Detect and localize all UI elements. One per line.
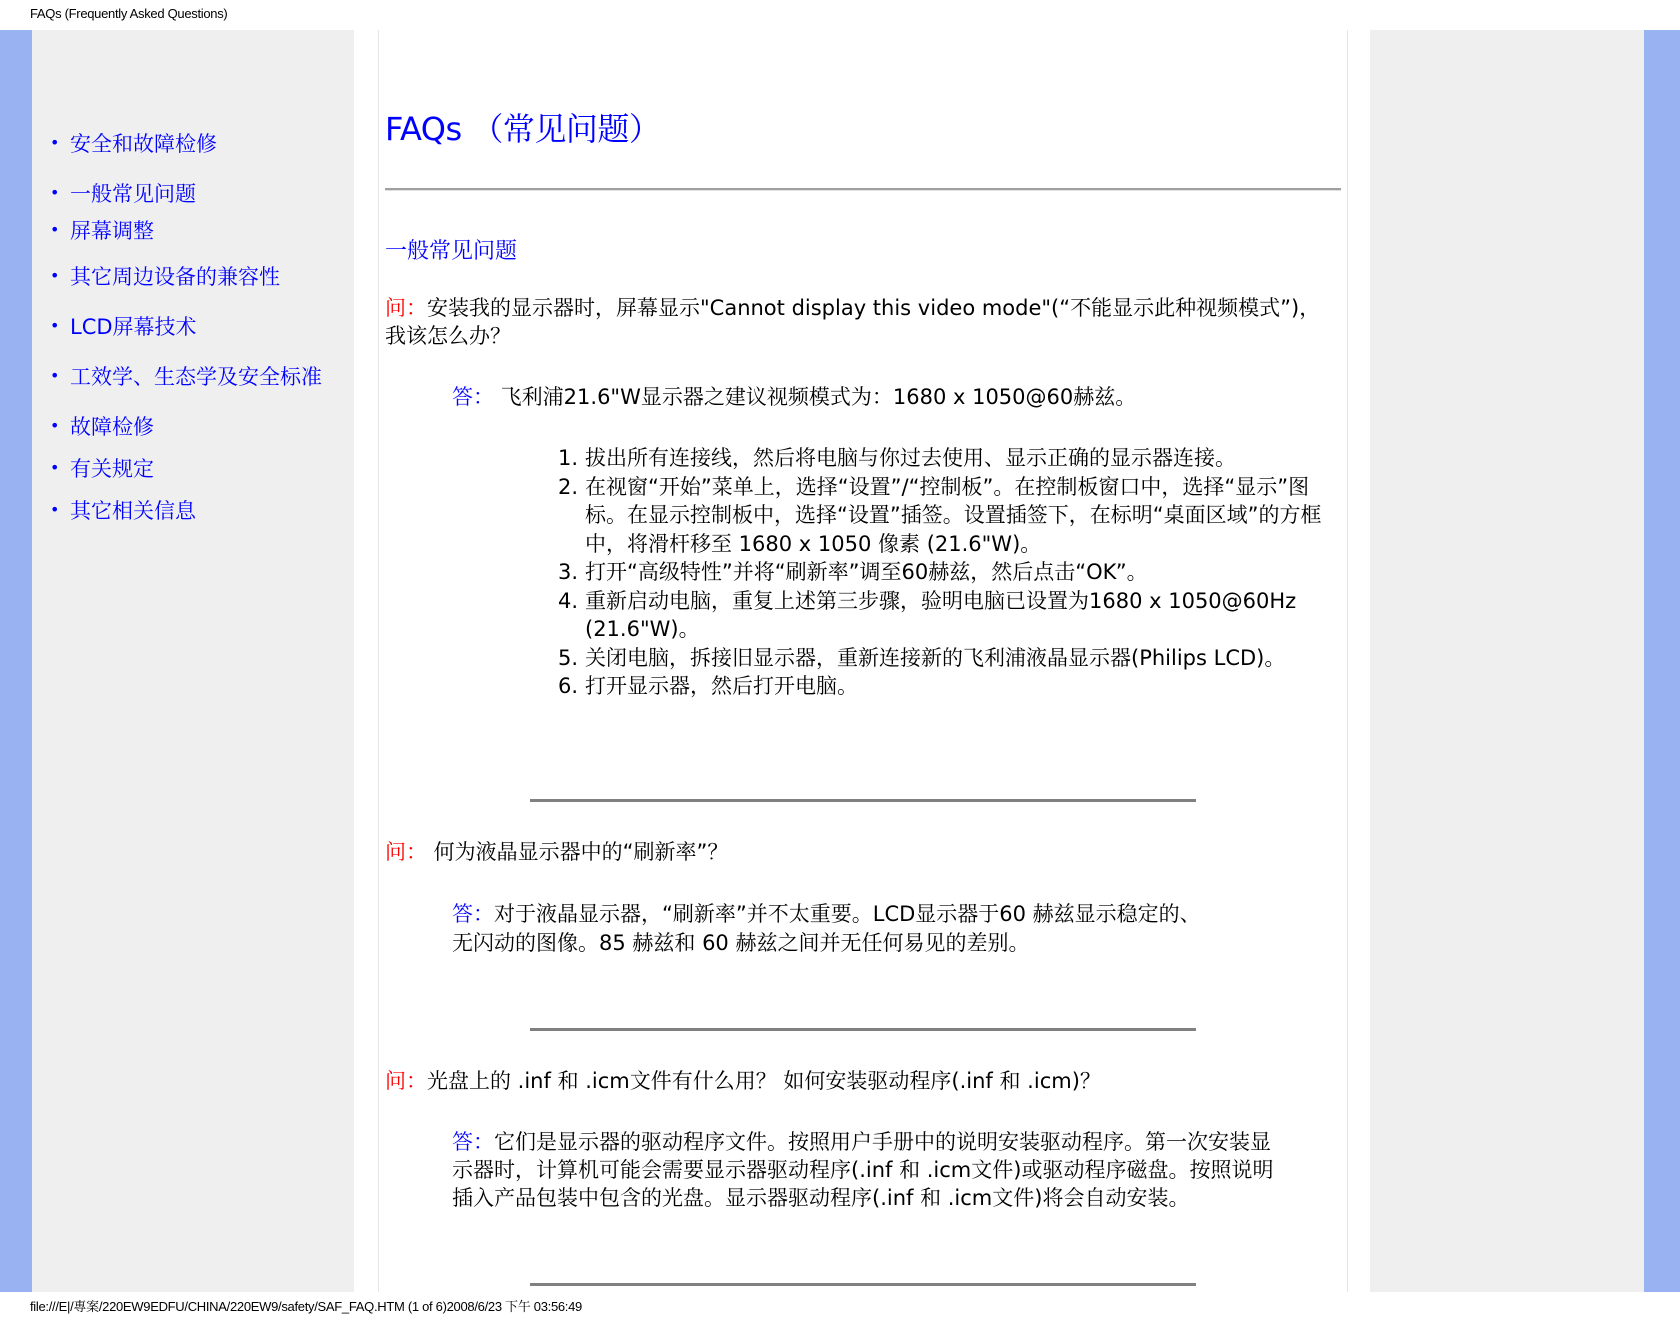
question-text: 安装我的显示器时，屏幕显示"Cannot display this video mode"(“不能显示此种视频模式”)，我该怎么办？ <box>385 296 1321 348</box>
step-number: 5. <box>558 645 579 670</box>
step-text: 打开显示器，然后打开电脑。 <box>585 674 858 698</box>
sidebar-link[interactable]: 屏幕调整 <box>70 219 154 243</box>
section-title: 一般常见问题 <box>385 239 518 264</box>
step-text: 关闭电脑，拆接旧显示器，重新连接新的飞利浦液晶显示器(Philips LCD)。 <box>585 645 1286 670</box>
step-item <box>558 587 1338 644</box>
answer-text: 它们是显示器的驱动程序文件。按照用户手册中的说明安装驱动程序。第一次安装显示器时，计算机可能会需要显示器驱动程序(.inf 和 .icm文件)或驱动程序磁盘。按照说明插入产品包装中包含的光盘。显示器驱动程序(.inf 和 .icm文件)将会自动安装。 <box>452 1130 1274 1210</box>
step-item <box>558 444 1338 473</box>
faq-divider <box>530 1028 1196 1031</box>
sidebar-link[interactable]: 有关规定 <box>70 457 154 481</box>
faq-answer-1 <box>452 383 1332 412</box>
faq-answer-3 <box>452 1128 1282 1212</box>
step-number: 1. <box>558 446 579 470</box>
sidebar-item-screen-adjust[interactable] <box>50 215 154 245</box>
left-blue-band <box>0 30 32 1292</box>
sidebar-item-safety[interactable] <box>50 128 217 158</box>
step-item <box>558 558 1338 587</box>
sidebar-link[interactable]: 故障检修 <box>70 415 154 439</box>
steps-list <box>558 444 1338 701</box>
answer-label: 答： <box>452 385 494 409</box>
faq-question-3 <box>385 1067 1340 1095</box>
bullet-icon: • <box>50 366 60 385</box>
step-text: 拔出所有连接线，然后将电脑与你过去使用、显示正确的显示器连接。 <box>585 446 1236 470</box>
faq-answer-2 <box>452 900 1272 958</box>
print-header: FAQs (Frequently Asked Questions) <box>30 6 228 21</box>
faq-divider <box>530 1283 1196 1286</box>
sidebar-item-general-faq[interactable] <box>50 178 196 208</box>
faq-question-1 <box>385 294 1340 350</box>
sidebar-item-ergonomics[interactable] <box>50 361 322 391</box>
step-number: 2. <box>558 474 579 499</box>
title-divider <box>385 188 1341 191</box>
step-text: 打开“高级特性”并将“刷新率”调至60赫兹，然后点击“OK”。 <box>585 560 1148 584</box>
sidebar-item-compatibility[interactable] <box>50 261 280 291</box>
question-label: 问： <box>385 840 427 864</box>
step-number: 4. <box>558 588 579 613</box>
sidebar-link[interactable]: 其它相关信息 <box>70 499 196 523</box>
sidebar-item-regulations[interactable] <box>50 453 154 483</box>
sidebar-link[interactable]: 工效学、生态学及安全标准 <box>70 365 322 389</box>
sidebar-link[interactable]: 安全和故障检修 <box>70 132 217 156</box>
answer-line <box>452 900 1272 929</box>
question-text: 光盘上的 .inf 和 .icm文件有什么用？ 如何安装驱动程序(.inf 和 .icm)？ <box>427 1069 1101 1093</box>
bullet-icon: • <box>50 500 60 519</box>
bullet-icon: • <box>50 183 60 202</box>
answer-label: 答： <box>452 902 494 926</box>
page-title: FAQs （常见问题） <box>385 110 661 148</box>
bullet-icon: • <box>50 458 60 477</box>
question-text: 何为液晶显示器中的“刷新率”？ <box>427 840 729 864</box>
step-number: 3. <box>558 560 579 584</box>
step-number: 6. <box>558 674 579 698</box>
sidebar-item-troubleshooting[interactable] <box>50 411 154 441</box>
sidebar-link[interactable]: 一般常见问题 <box>70 182 196 206</box>
bullet-icon: • <box>50 133 60 152</box>
faq-question-2 <box>385 838 1340 866</box>
sidebar-item-other-info[interactable] <box>50 495 196 525</box>
step-text: 重新启动电脑，重复上述第三步骤，验明电脑已设置为1680 x 1050@60Hz (21.6"W)。 <box>585 588 1297 641</box>
sidebar-link[interactable]: 其它周边设备的兼容性 <box>70 265 280 289</box>
step-item <box>558 473 1338 559</box>
answer-label: 答： <box>452 1130 494 1154</box>
print-footer: file:///E|/專案/220EW9EDFU/CHINA/220EW9/safety/SAF_FAQ.HTM (1 of 6)2008/6/23 下午 03:56:49 <box>30 1299 582 1314</box>
question-label: 问： <box>385 1069 427 1093</box>
right-blue-band <box>1644 30 1680 1292</box>
bullet-icon: • <box>50 316 60 335</box>
right-grey-panel <box>1370 30 1644 1292</box>
bullet-icon: • <box>50 266 60 285</box>
bullet-icon: • <box>50 416 60 435</box>
bullet-icon: • <box>50 220 60 239</box>
question-label: 问： <box>385 296 427 320</box>
step-item <box>558 672 1338 701</box>
answer-text: 对于液晶显示器，“刷新率”并不太重要。LCD显示器于60 赫兹显示稳定的、 <box>494 902 1201 926</box>
sidebar-item-lcd-tech[interactable] <box>50 311 197 341</box>
sidebar-link[interactable]: LCD屏幕技术 <box>70 315 197 339</box>
faq-divider <box>530 799 1196 802</box>
step-text: 在视窗“开始”菜单上，选择“设置”/“控制板”。在控制板窗口中，选择“显示”图标。在显示控制板中，选择“设置”插签。设置插签下，在标明“桌面区域”的方框中，将滑杆移至 1680 x 1050 像素 (21.6"W)。 <box>585 474 1322 556</box>
step-item <box>558 644 1338 673</box>
answer-line: 无闪动的图像。85 赫兹和 60 赫兹之间并无任何易见的差别。 <box>452 931 1030 955</box>
answer-text: 飞利浦21.6"W显示器之建议视频模式为：1680 x 1050@60赫兹。 <box>494 385 1137 409</box>
